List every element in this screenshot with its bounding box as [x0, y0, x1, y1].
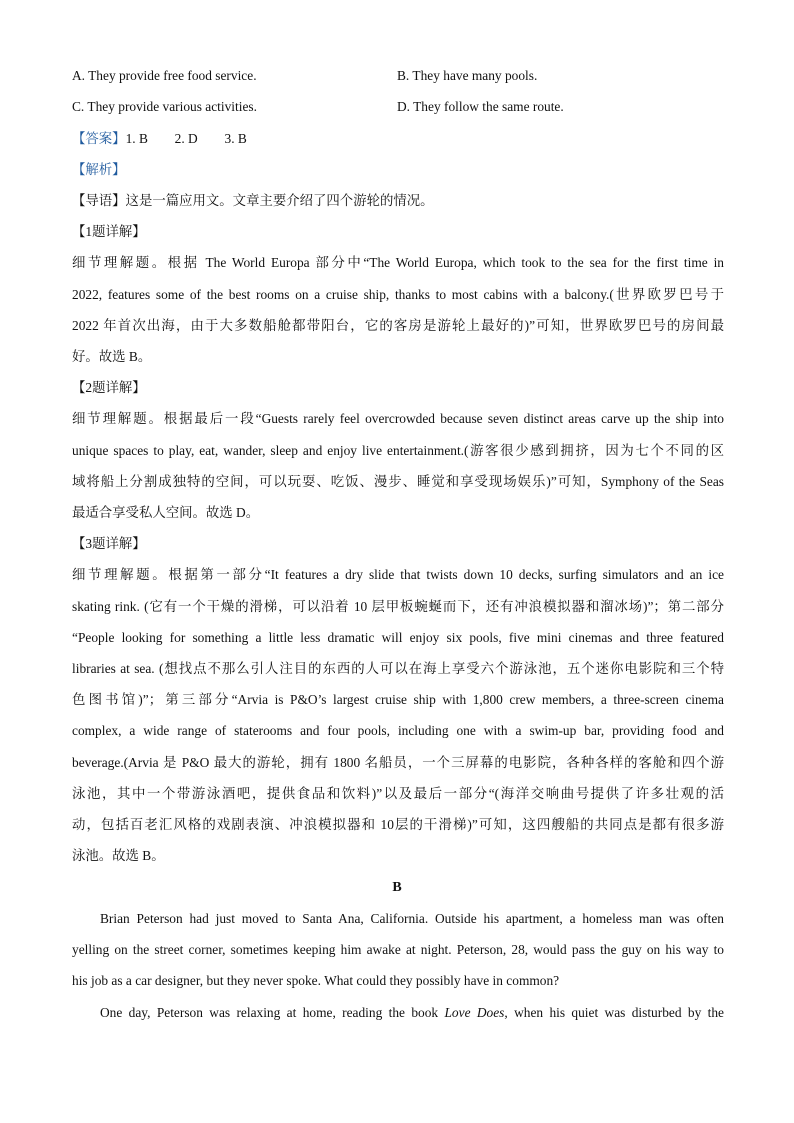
option-b: B. They have many pools.: [397, 68, 538, 83]
q3-line: skating rink. (它有一个干燥的滑梯，可以沿着 10 层甲板蜿蜒而下，还有冲浪模拟器和溜冰场)”；第二部分: [72, 599, 724, 614]
q3-line: beverage.(Arvia 是 P&O 最大的游轮，拥有 1800 名船员，一个三屏幕的电影院，各种各样的客舱和四个游: [72, 755, 724, 770]
q2-line: 细节理解题。根据最后一段“Guests rarely feel overcrowded because seven distinct areas carve up the ship into: [72, 411, 724, 426]
q3-line: complex, a wide range of staterooms and four pools, including one with a swim-up bar, providing food and: [72, 723, 724, 738]
passage-line: Brian Peterson had just moved to Santa Ana, California. Outside his apartment, a homeless man was often: [100, 911, 724, 926]
answer-label: 【答案】: [72, 131, 126, 146]
section-heading: B: [392, 880, 402, 895]
q1-line: 细节理解题。根据 The World Europa 部分中“The World Europa, which took to the sea for the first time in: [72, 255, 724, 270]
q1-line: 2022 年首次出海，由于大多数船舱都带阳台，它的客房是游轮上最好的)”可知，世界欧罗巴号的房间最: [72, 318, 724, 333]
answer-text: 1. B 2. D 3. B: [125, 131, 247, 146]
q3-heading: 【3题详解】: [72, 536, 146, 551]
option-d: D. They follow the same route.: [397, 99, 564, 114]
q1-line: 好。故选 B。: [72, 349, 152, 364]
q3-line: 泳池，其中一个带游泳酒吧，提供食品和饮料)”以及最后一部分“(海洋交响曲号提供了许多壮观的活: [72, 786, 724, 801]
passage-text: One day, Peterson was relaxing at home, reading the book: [100, 1005, 445, 1020]
q3-line: 色图书馆)”；第三部分“Arvia is P&O’s largest cruise ship with 1,800 crew members, a three-screen cinema: [72, 692, 724, 707]
option-c: C. They provide various activities.: [72, 99, 257, 114]
q1-line: 2022, features some of the best rooms on a cruise ship, thanks to most cabins with a balcony.(世界欧罗巴号于: [72, 287, 724, 302]
q3-line: libraries at sea. (想找点不那么引人注目的东西的人可以在海上享受六个游泳池，五个迷你电影院和三个特: [72, 661, 724, 676]
q2-line: unique spaces to play, eat, wander, sleep and enjoy live entertainment.(游客很少感到拥挤，因为七个不同的区: [72, 443, 724, 458]
q2-heading: 【2题详解】: [72, 380, 146, 395]
answer-line: [72, 129, 724, 149]
q3-line: “People looking for something a little less dramatic will enjoy six pools, five mini cinemas and three featured: [72, 630, 724, 645]
q3-line: 泳池。故选 B。: [72, 848, 165, 863]
option-a: A. They provide free food service.: [72, 68, 257, 83]
q2-line: 域将船上分割成独特的空间，可以玩耍、吃饭、漫步、睡觉和享受现场娱乐)”可知，Symphony of the Seas: [72, 474, 724, 489]
q2-line: 最适合享受私人空间。故选 D。: [72, 505, 260, 520]
passage-line: yelling on the street corner, sometimes keeping him awake at night. Peterson, 28, would pass the guy on his way to: [72, 942, 724, 957]
q3-line: 动，包括百老汇风格的戏剧表演、冲浪模拟器和 10层的干滑梯)”可知，这四艘船的共同点是都有很多游: [72, 817, 724, 832]
q3-line: 细节理解题。根据第一部分“It features a dry slide that twists down 10 decks, surfing simulators and an ice: [72, 567, 724, 582]
guide-line: 【导语】这是一篇应用文。文章主要介绍了四个游轮的情况。: [72, 193, 434, 208]
q1-heading: 【1题详解】: [72, 224, 146, 239]
passage-paragraph-2: [100, 1003, 724, 1023]
book-title: Love Does: [444, 1005, 505, 1020]
analysis-label: 【解析】: [72, 162, 126, 177]
passage-text: , when his quiet was disturbed by the: [504, 1005, 724, 1020]
passage-line: his job as a car designer, but they never spoke. What could they possibly have in common?: [72, 973, 560, 988]
